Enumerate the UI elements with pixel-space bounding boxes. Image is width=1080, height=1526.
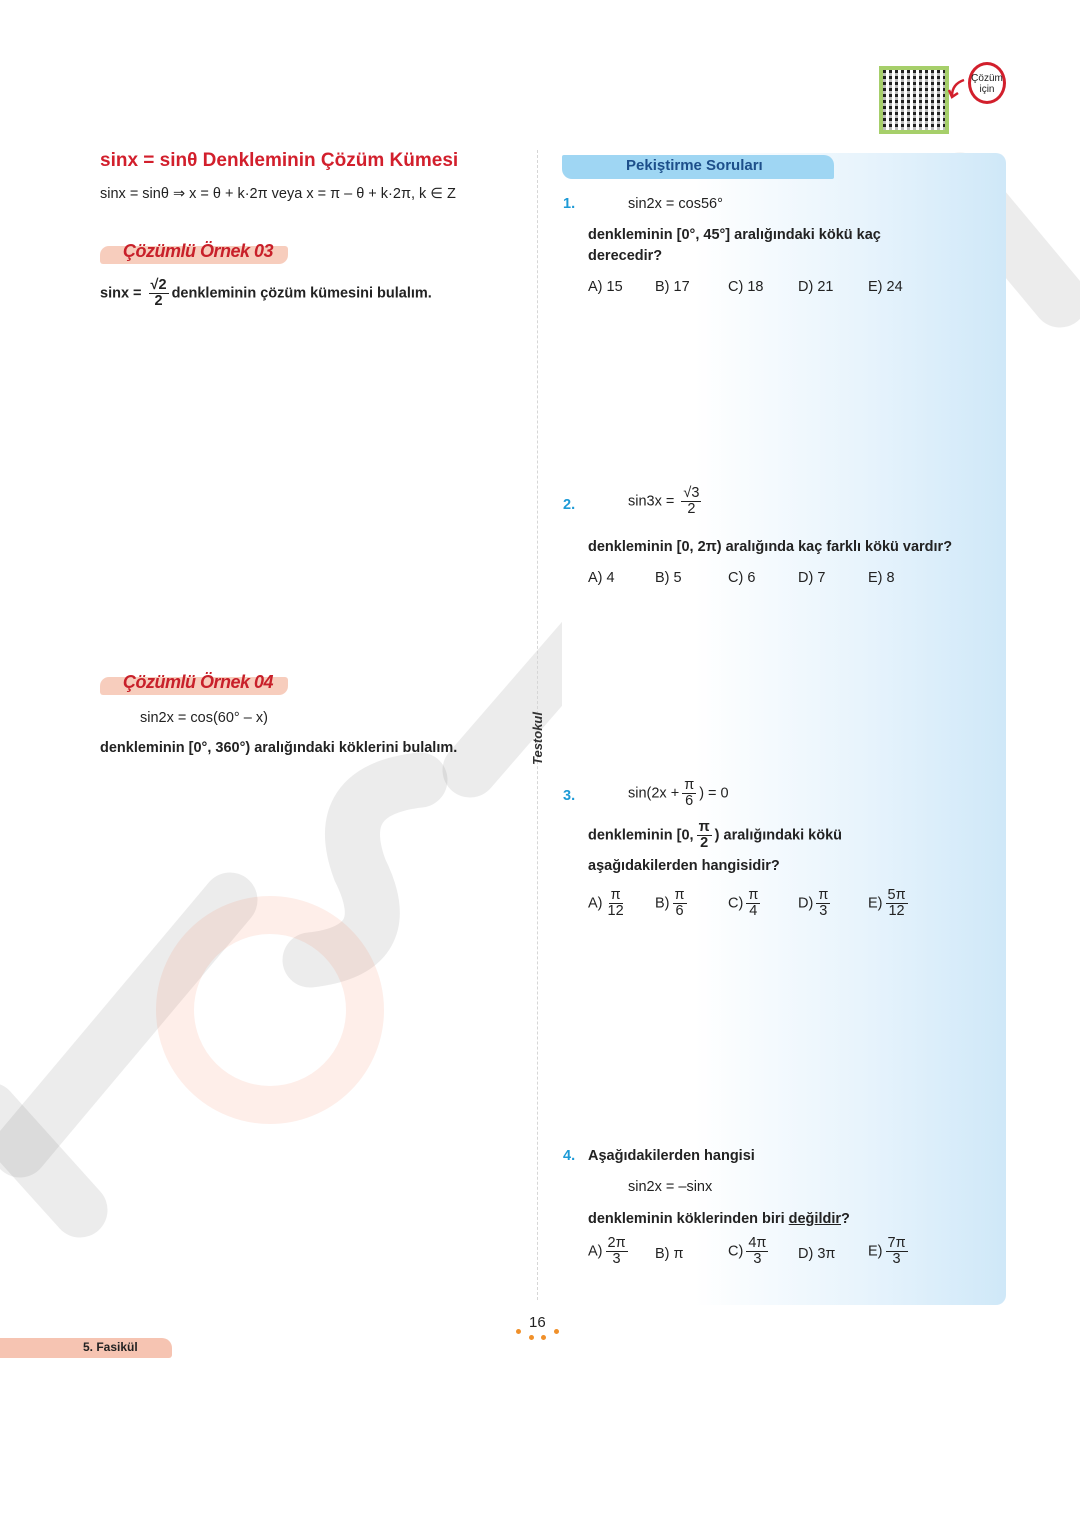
section-header: Pekiştirme Soruları: [626, 157, 763, 174]
qr-label-circle: [968, 62, 1006, 104]
fraction-denominator: 2: [154, 293, 163, 310]
fraction-denominator: 3: [892, 1251, 901, 1268]
fraction-denominator: 3: [612, 1251, 621, 1268]
fraction-numerator: 7π: [887, 1235, 906, 1251]
example-03-prefix: sinx =: [100, 285, 142, 302]
example-04-text: denkleminin [0°, 360°) aralığındaki köklerini bulalım.: [100, 740, 458, 756]
page-dot: [541, 1335, 546, 1340]
question-2-number: 2.: [563, 497, 576, 513]
line-suffix: ?: [841, 1211, 850, 1227]
option-a[interactable]: [588, 888, 629, 919]
exercise-panel: [562, 153, 1006, 1305]
fraction-denominator: 3: [819, 903, 828, 920]
fraction-numerator: √2: [150, 277, 167, 293]
question-3-number: 3.: [563, 788, 576, 804]
option-label: B) π: [655, 1246, 684, 1262]
option-c[interactable]: C) 18: [728, 279, 764, 295]
option-c[interactable]: [728, 1236, 771, 1267]
option-e[interactable]: [868, 888, 911, 919]
option-a[interactable]: A) 4: [588, 570, 615, 586]
question-3-equation: [628, 778, 729, 809]
page-dot: [516, 1329, 521, 1334]
fraction-denominator: 2: [700, 835, 709, 852]
option-e[interactable]: E) 24: [868, 279, 903, 295]
question-1-number: 1.: [563, 196, 576, 212]
formula: sinx = sinθ ⇒ x = θ + k·2π veya x = π – θ + k·2π, k ∈ Z: [100, 186, 456, 202]
arrow-icon: [948, 78, 966, 100]
section-title: sinx = sinθ Denkleminin Çözüm Kümesi: [100, 150, 459, 171]
fraction-denominator: 12: [607, 903, 624, 920]
option-d[interactable]: D) 21: [798, 279, 834, 295]
option-label: D) 3π: [798, 1246, 836, 1262]
page-number: 16: [529, 1314, 546, 1331]
option-label: E): [868, 1243, 883, 1260]
fraction-numerator: π: [748, 887, 759, 903]
fraction-numerator: π: [674, 887, 685, 903]
question-4-equation: sin2x = –sinx: [628, 1179, 713, 1195]
fraction-numerator: π: [610, 887, 621, 903]
equation-suffix: ) = 0: [699, 785, 729, 802]
option-b[interactable]: B) 17: [655, 279, 690, 295]
example-04-label: Çözümlü Örnek 04: [123, 672, 274, 692]
option-label: A): [588, 895, 603, 912]
question-2-text: denkleminin [0, 2π) aralığında kaç farklı kökü vardır?: [588, 539, 953, 555]
option-label: A): [588, 1243, 603, 1260]
fascicle-label: 5. Fasikül: [83, 1340, 138, 1354]
question-1-line1: denkleminin [0°, 45°] aralığındaki kökü kaç: [588, 227, 881, 243]
option-label: B): [655, 895, 670, 912]
qr-label-line1: Çözüm: [971, 73, 1003, 84]
fraction-denominator: 6: [685, 793, 694, 810]
question-3-line1: [588, 820, 842, 851]
fraction-denominator: 3: [753, 1251, 762, 1268]
line-suffix: ) aralığındaki kökü: [714, 827, 842, 844]
fraction-numerator: 4π: [748, 1235, 767, 1251]
qr-label-line2: için: [979, 84, 995, 95]
equation-prefix: sin(2x +: [628, 785, 680, 802]
option-c[interactable]: C) 6: [728, 570, 756, 586]
question-1-equation: sin2x = cos56°: [628, 196, 723, 212]
fraction-numerator: √3: [683, 485, 700, 501]
line-prefix: denkleminin köklerinden biri: [588, 1211, 785, 1227]
option-label: E): [868, 895, 883, 912]
option-e[interactable]: [868, 1236, 911, 1267]
brand-vertical: Testokul: [530, 712, 545, 765]
example-04-equation: sin2x = cos(60° – x): [140, 710, 268, 726]
question-4-number: 4.: [563, 1148, 576, 1164]
option-b[interactable]: [655, 1246, 684, 1262]
page-dot: [529, 1335, 534, 1340]
option-d[interactable]: [798, 1246, 835, 1262]
option-label: D): [798, 895, 814, 912]
example-03-body: denkleminin çözüm kümesini bulalım.: [171, 285, 432, 302]
fraction-numerator: 5π: [887, 887, 906, 903]
fraction-numerator: 2π: [607, 1235, 626, 1251]
example-03-label: Çözümlü Örnek 03: [123, 241, 274, 261]
fraction-numerator: π: [818, 887, 829, 903]
example-03-text: [100, 278, 432, 309]
qr-code[interactable]: [879, 66, 949, 134]
fraction-numerator: π: [684, 777, 695, 793]
question-2-equation: [628, 486, 704, 517]
fraction-denominator: 12: [888, 903, 905, 920]
underlined-word: değildir: [788, 1211, 842, 1227]
fraction-denominator: 6: [675, 903, 684, 920]
page-dot: [554, 1329, 559, 1334]
option-label: C): [728, 895, 744, 912]
option-d[interactable]: D) 7: [798, 570, 826, 586]
watermark-circle: [175, 915, 365, 1105]
fraction-denominator: 2: [687, 501, 696, 518]
option-d[interactable]: [798, 888, 833, 919]
option-b[interactable]: B) 5: [655, 570, 682, 586]
option-a[interactable]: A) 15: [588, 279, 623, 295]
question-1-line2: derecedir?: [588, 248, 663, 264]
question-4-line2: [588, 1211, 850, 1227]
question-4-line1: Aşağıdakilerden hangisi: [588, 1148, 755, 1164]
question-2-prefix: sin3x =: [628, 493, 675, 510]
line-prefix: denkleminin [0,: [588, 827, 694, 844]
fraction-denominator: 4: [749, 903, 758, 920]
option-c[interactable]: [728, 888, 763, 919]
option-a[interactable]: [588, 1236, 631, 1267]
option-label: C): [728, 1243, 744, 1260]
option-b[interactable]: [655, 888, 690, 919]
question-3-line2: aşağıdakilerden hangisidir?: [588, 858, 780, 874]
option-e[interactable]: E) 8: [868, 570, 895, 586]
fraction-numerator: π: [698, 819, 710, 835]
